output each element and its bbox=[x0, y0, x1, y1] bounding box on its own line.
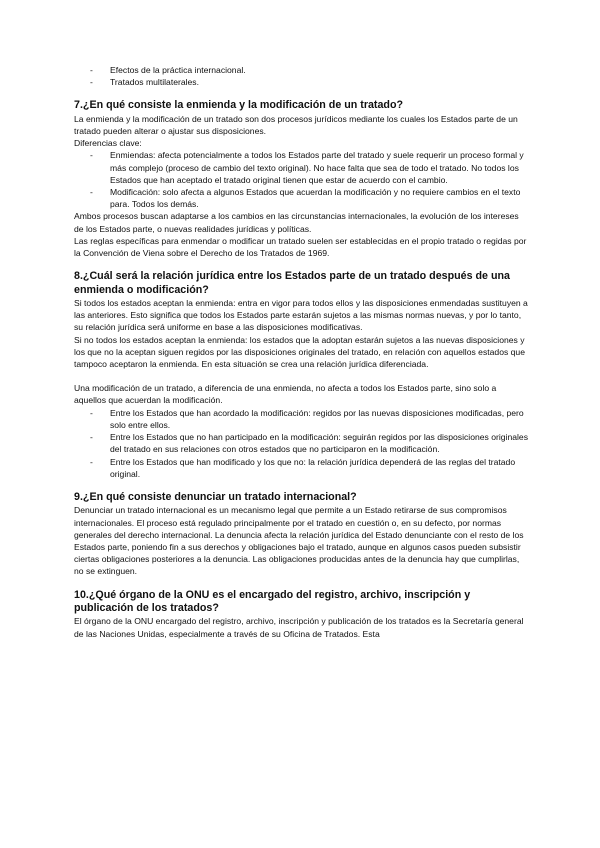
bullet-dash: - bbox=[90, 456, 93, 467]
top-list bbox=[74, 64, 530, 88]
paragraph: La enmienda y la modificación de un tratado son dos procesos jurídicos mediante los cuales los Estados parte de un tratado pueden alterar o ajustar sus disposiciones. bbox=[74, 113, 518, 137]
paragraph: El órgano de la ONU encargado del registro, archivo, inscripción y publicación de los tratados es la Secretaría general de las Naciones Unidas, especialmente a través de su Oficina de Tratados. Esta bbox=[74, 616, 524, 639]
document-page bbox=[74, 64, 530, 640]
paragraph: Denunciar un tratado internacional es un mecanismo legal que permite a un Estado retirarse de sus compromisos internacionales. El proceso está regulado principalmente por el tratado en cuestión o, en su defecto, por normas generales del derecho internacional. La denuncia afecta la relación jurídica del Estado denunciante con el resto de los Estados parte, poniendo fin a sus derechos y obligaciones bajo el tratado, aunque en algunos casos pueden subsistir ciertas obligaciones posteriores a la denuncia. Las obligaciones producidas antes de la denuncia hay que cumplirlas, no se extinguen. bbox=[74, 505, 524, 577]
question-8-section bbox=[74, 270, 530, 480]
list-item: - Entre los Estados que han acordado la modificación: regidos por las nuevas disposiciones modificadas, pero solo entre ellos. bbox=[90, 407, 524, 430]
list-item: - Tratados multilaterales. bbox=[90, 77, 199, 88]
paragraph: Una modificación de un tratado, a diferencia de una enmienda, no afecta a todos los Estados parte, sino solo a aquellos que acuerdan la modificación. bbox=[74, 383, 497, 406]
list-item: - Efectos de la práctica internacional. bbox=[90, 65, 246, 75]
list-item: - Enmiendas: afecta potencialmente a todos los Estados parte del tratado y suele requerir un proceso formal y más complejo (proceso de cambio del texto original). No hace falta que sea de todo el tratado. No todos los Estados que han aceptado el tratado original tienen que estar de acuerdo con el cambio. bbox=[90, 150, 524, 185]
bullet-dash: - bbox=[90, 432, 93, 443]
question-10-section bbox=[74, 589, 530, 640]
paragraph: Si todos los estados aceptan la enmienda: entra en vigor para todos ellos y las disposiciones enmendadas sustituyen a las anteriores. Esto significa que todos los Estados parte estarán sujetos a las mismas normas nuevas, y por lo tanto, su relación jurídica será uniforme en base a las disposiciones modificativas. bbox=[74, 298, 528, 333]
bullet-dash: - bbox=[90, 187, 93, 198]
modification-list bbox=[74, 407, 530, 480]
paragraph: Si no todos los estados aceptan la enmienda: los estados que la adoptan estarán sujetos a las nuevas disposiciones y los que no la aceptan siguen regidos por las disposiciones originales del tratado, en relación con aquellos estados que tampoco aceptaron la enmienda. En esta situación se crea una relación jurídica diferenciada. bbox=[74, 334, 525, 370]
list-item: - Entre los Estados que han modificado y los que no: la relación jurídica dependerá de las reglas del tratado original. bbox=[90, 456, 516, 479]
bullet-dash: - bbox=[90, 77, 93, 88]
paragraph: Ambos procesos buscan adaptarse a los cambios en las circunstancias internacionales, la evolución de los intereses de los Estados parte, o nuevas realidades jurídicas y políticas. bbox=[74, 211, 519, 234]
list-item: - Modificación: solo afecta a algunos Estados que acuerdan la modificación y no requiere cambios en el texto para. Todos los demás. bbox=[90, 187, 521, 210]
question-7-heading: 7.¿En qué consiste la enmienda y la modificación de un tratado? bbox=[74, 99, 404, 112]
paragraph: Las reglas específicas para enmendar o modificar un tratado suelen ser establecidas en el propio tratado o regidas por la Convención de Viena sobre el Derecho de los Tratados de 1969. bbox=[74, 235, 527, 259]
bullet-dash: - bbox=[90, 65, 93, 75]
list-item: - Entre los Estados que no han participado en la modificación: seguirán regidos por las disposiciones originales del tratado en sus relaciones con otros estados que no participaron en la modificación. bbox=[90, 432, 529, 455]
question-9-heading: 9.¿En qué consiste denunciar un tratado internacional? bbox=[74, 490, 357, 503]
differences-list bbox=[74, 149, 530, 210]
bullet-dash: - bbox=[90, 150, 93, 161]
paragraph: Diferencias clave: bbox=[74, 138, 142, 149]
question-10-heading: 10.¿Qué órgano de la ONU es el encargado del registro, archivo, inscripción y publicación de los tratados? bbox=[74, 588, 471, 614]
question-9-section bbox=[74, 491, 530, 578]
question-8-heading: 8.¿Cuál será la relación jurídica entre los Estados parte de un tratado después de una enmienda o modificación? bbox=[74, 270, 510, 296]
bullet-dash: - bbox=[90, 407, 93, 418]
question-7-section bbox=[74, 99, 530, 259]
